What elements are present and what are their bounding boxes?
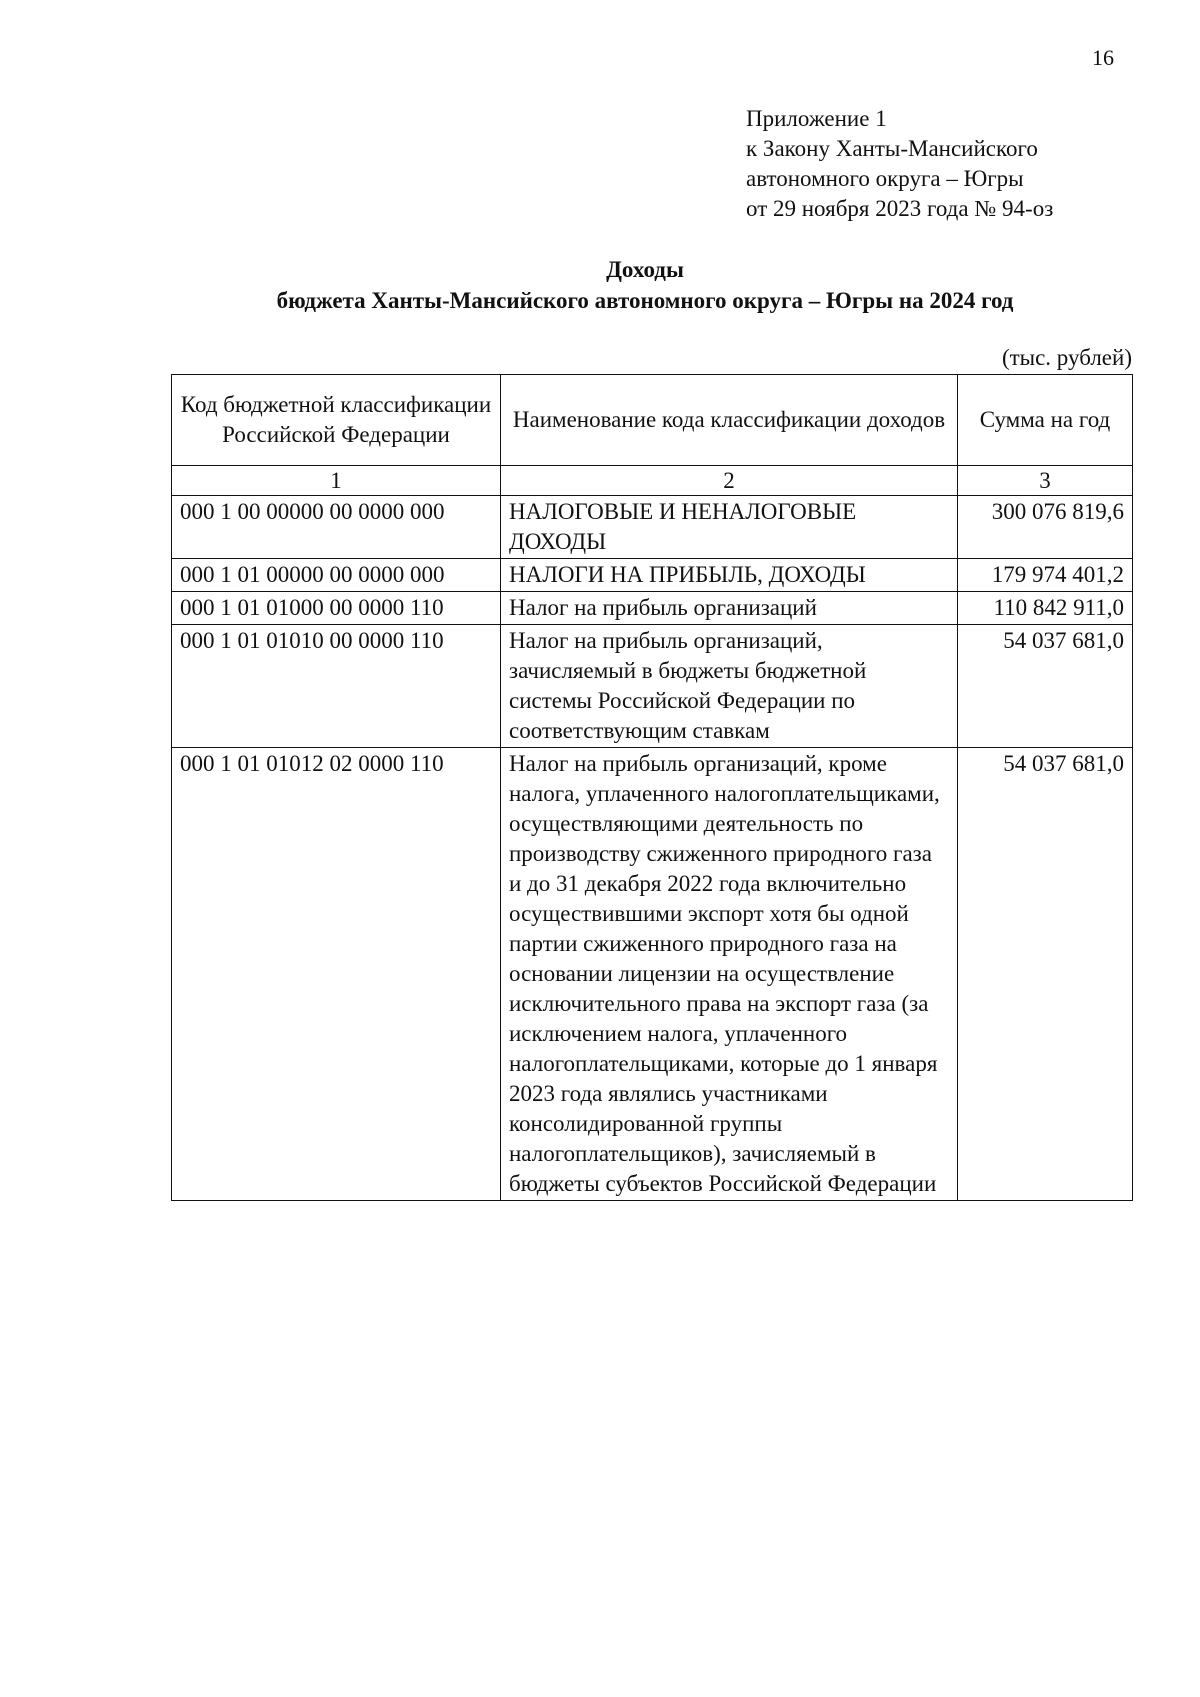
row-sum: 179 974 401,2: [958, 559, 1133, 592]
appendix-line: от 29 ноября 2023 года № 94-оз: [746, 196, 1054, 221]
row-code: 000 1 00 00000 00 0000 000: [172, 496, 501, 559]
row-code: 000 1 01 01000 00 0000 110: [172, 592, 501, 625]
document-title: [0, 254, 1200, 316]
row-name: НАЛОГОВЫЕ И НЕНАЛОГОВЫЕ ДОХОДЫ: [501, 496, 958, 559]
column-number: 1: [172, 466, 501, 496]
row-name: Налог на прибыль организаций, кроме налога, уплаченного налогоплательщиками, осуществляющими деятельность по производству сжиженного природного газа и до 31 декабря 2022 года включительно осуществившими экспорт хотя бы одной партии сжиженного природного газа на основании лицензии на осуществление исключительного права на экспорт газа (за исключением налога, уплаченного налогоплательщиками, которые до 1 января 2023 года являлись участниками консолидированной группы налогоплательщиков), зачисляемый в бюджеты субъектов Российской Федерации: [501, 748, 958, 1201]
row-code: 000 1 01 01012 02 0000 110: [172, 748, 501, 1201]
page-number: 16: [1092, 45, 1114, 70]
row-sum: 54 037 681,0: [958, 625, 1133, 748]
header-sum: Сумма на год: [958, 375, 1133, 466]
row-code: 000 1 01 01010 00 0000 110: [172, 625, 501, 748]
table-header-row: [172, 375, 1133, 466]
table-row: [172, 748, 1133, 1201]
column-number-row: [172, 466, 1133, 496]
appendix-line: Приложение 1: [746, 106, 887, 131]
row-name: Налог на прибыль организаций: [501, 592, 958, 625]
appendix-line: автономного округа – Югры: [746, 166, 1024, 191]
income-table: [171, 374, 1133, 1201]
row-code: 000 1 01 00000 00 0000 000: [172, 559, 501, 592]
table-row: [172, 559, 1133, 592]
title-line-1: Доходы: [606, 257, 684, 282]
appendix-line: к Закону Ханты-Мансийского: [746, 136, 1038, 161]
row-name: НАЛОГИ НА ПРИБЫЛЬ, ДОХОДЫ: [501, 559, 958, 592]
title-line-2: бюджета Ханты-Мансийского автономного округа – Югры на 2024 год: [276, 288, 1014, 313]
header-code: Код бюджетной классификации Российской Федерации: [172, 375, 501, 466]
table-row: [172, 496, 1133, 559]
unit-label: (тыс. рублей): [1001, 345, 1132, 370]
row-sum: 110 842 911,0: [958, 592, 1133, 625]
table-row: [172, 592, 1133, 625]
column-number: 2: [501, 466, 958, 496]
row-sum: 54 037 681,0: [958, 748, 1133, 1201]
header-name: Наименование кода классификации доходов: [501, 375, 958, 466]
row-name: Налог на прибыль организаций, зачисляемый в бюджеты бюджетной системы Российской Федерации по соответствующим ставкам: [501, 625, 958, 748]
appendix-note: [746, 104, 1053, 224]
row-sum: 300 076 819,6: [958, 496, 1133, 559]
table-row: [172, 625, 1133, 748]
column-number: 3: [958, 466, 1133, 496]
